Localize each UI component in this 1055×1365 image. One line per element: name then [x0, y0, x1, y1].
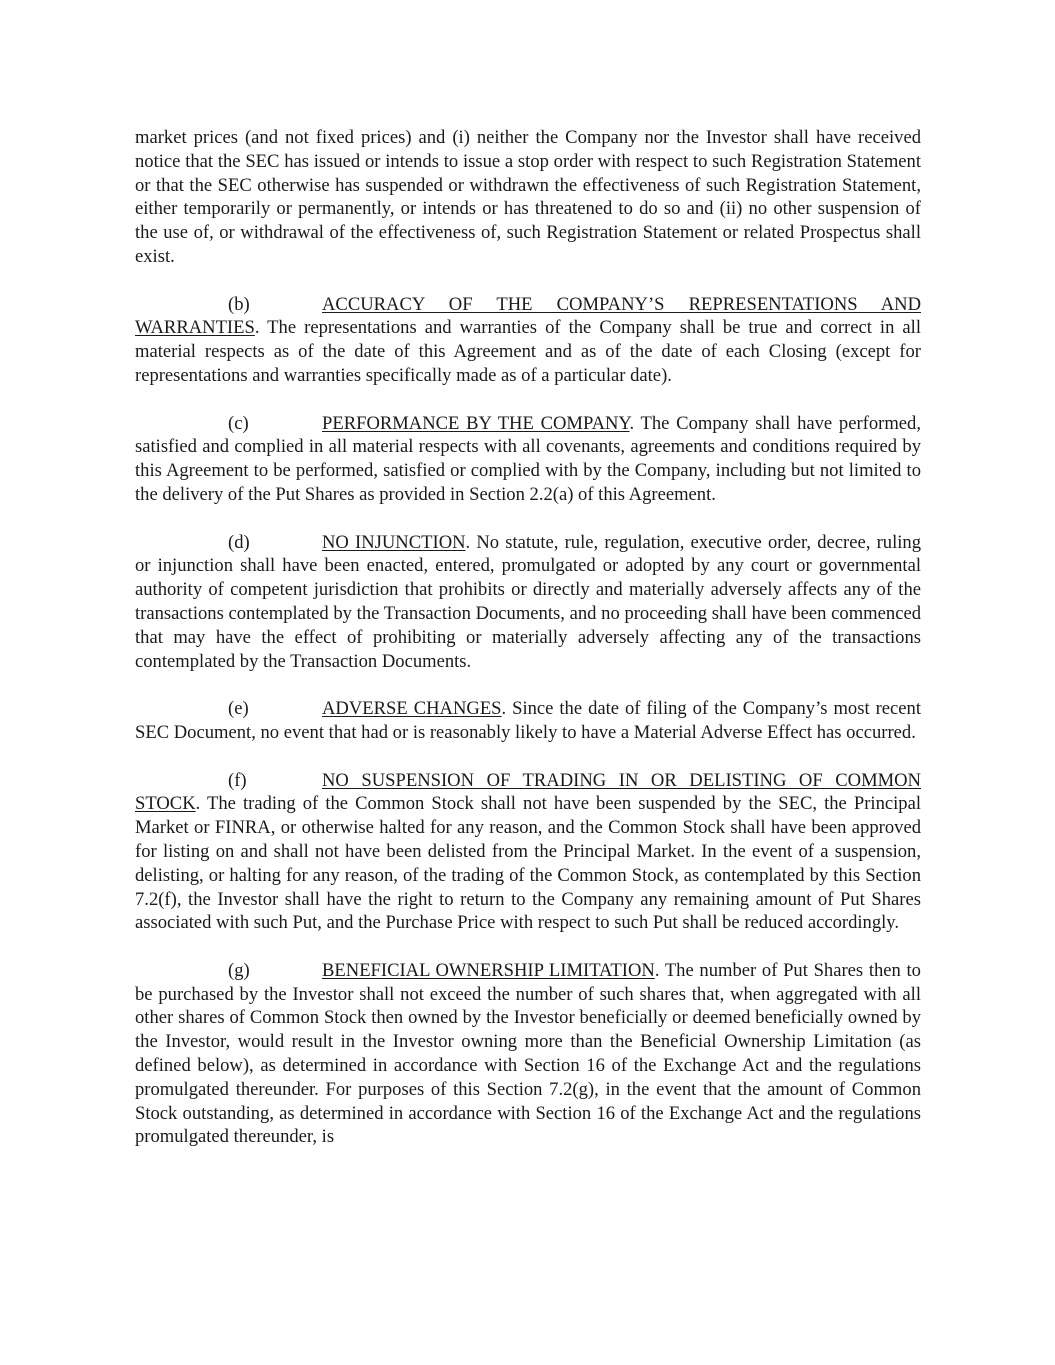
section-heading: PERFORMANCE BY THE COMPANY [322, 412, 630, 434]
intro-paragraph: market prices (and not fixed prices) and (i) neither the Company nor the Investor shall have received notice that the SEC has issued or intends to issue a stop order with respect to such Registration Statement or that the SEC otherwise has suspended or withdrawn the effectiveness of such Registration Statement, either temporarily or permanently, or intends or has threatened to do so and (ii) no other suspension of the use of, or withdrawal of the effectiveness of, such Registration Statement or related Prospectus shall exist. [135, 127, 921, 267]
section-e [135, 697, 921, 745]
section-body: . The trading of the Common Stock shall not have been suspended by the SEC, the Principal Market or FINRA, or otherwise halted for any reason, and the Common Stock shall have been approved for listing on and shall not have been delisted from the Principal Market. In the event of a suspension, delisting, or halting for any reason, of the trading of the Common Stock, as contemplated by this Section 7.2(f), the Investor shall have the right to return to the Company any remaining amount of Put Shares associated with such Put, and the Purchase Price with respect to such Put shall be reduced accordingly. [135, 793, 921, 934]
section-d [135, 531, 921, 674]
section-label: (g) [228, 959, 250, 981]
section-g [135, 959, 921, 1149]
section-label: (e) [228, 698, 249, 720]
section-body: . The Company shall have performed, satisfied and complied in all material respects with all covenants, agreements and conditions required by this Agreement to be performed, satisfied or complied with by the Company, including but not limited to the delivery of the Put Shares as provided in Section 2.2(a) of this Agreement. [135, 412, 921, 505]
section-label: (b) [228, 293, 250, 315]
section-body: . The number of Put Shares then to be purchased by the Investor shall not exceed the number of such shares that, when aggregated with all other shares of Common Stock then owned by the Investor beneficially or deemed beneficially owned by the Investor, would result in the Investor owning more than the Beneficial Ownership Limitation (as defined below), as determined in accordance with Section 16 of the Exchange Act and the regulations promulgated thereunder. For purposes of this Section 7.2(g), in the event that the amount of Common Stock outstanding, as determined in accordance with Section 16 of the Exchange Act and the regulations promulgated thereunder, is [135, 959, 921, 1148]
section-f [135, 769, 921, 936]
section-body: . Since the date of filing of the Company’s most recent SEC Document, no event that had or is reasonably likely to have a Material Adverse Effect has occurred. [135, 698, 921, 743]
section-label: (c) [228, 412, 249, 434]
section-b [135, 293, 921, 388]
section-body: . The representations and warranties of the Company shall be true and correct in all material respects as of the date of this Agreement and as of the date of each Closing (except for representations and warranties specifically made as of a particular date). [135, 317, 921, 386]
document-page [135, 126, 921, 1173]
section-heading: BENEFICIAL OWNERSHIP LIMITATION [322, 959, 655, 981]
section-c [135, 412, 921, 507]
section-label: (f) [228, 769, 247, 791]
section-body: . No statute, rule, regulation, executive order, decree, ruling or injunction shall have been enacted, entered, promulgated or adopted by any court or governmental authority of competent jurisdiction that prohibits or directly and materially adversely affects any of the transactions contemplated by the Transaction Documents, and no proceeding shall have been commenced that may have the effect of prohibiting or materially adversely affecting any of the transactions contemplated by the Transaction Documents. [135, 531, 921, 672]
section-heading: NO INJUNCTION [322, 531, 466, 553]
section-label: (d) [228, 531, 250, 553]
section-heading: ADVERSE CHANGES [322, 698, 502, 720]
section-heading: ACCURACY OF THE COMPANY’S REPRESENTATIONS AND WARRANTIES [135, 293, 921, 339]
section-heading: NO SUSPENSION OF TRADING IN OR DELISTING OF COMMON STOCK [135, 769, 921, 815]
